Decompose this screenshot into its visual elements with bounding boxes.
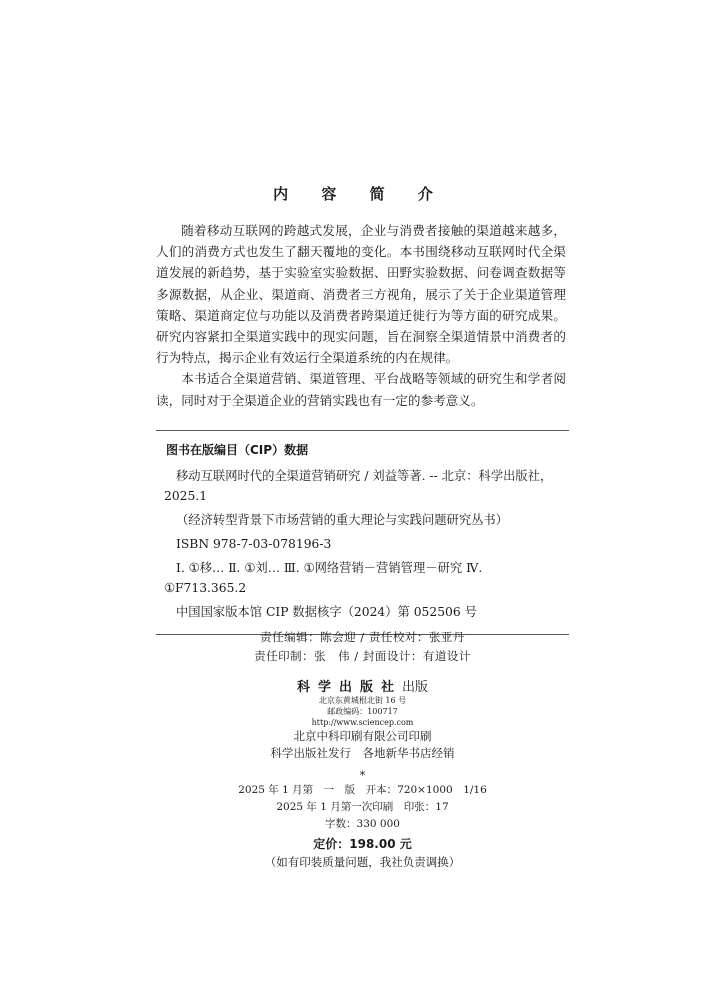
publisher-name: 科学出版社: [296, 680, 402, 695]
cip-subjects: Ⅰ. ①移… Ⅱ. ①刘… Ⅲ. ①网络营销－营销管理－研究 Ⅳ. ①F713.365.2: [164, 561, 483, 595]
publisher-suffix: 出版: [402, 680, 429, 695]
intro-paragraph-2: 本书适合全渠道营销、渠道管理、平台战略等领域的研究生和学者阅读，同时对于全渠道企业的营销实践也有一定的参考意义。: [156, 371, 566, 408]
page-title: 内 容 简 介: [273, 185, 447, 203]
printer: 北京中科印刷有限公司印刷: [293, 729, 432, 743]
quality-notice: （如有印装质量问题，我社负责调换）: [264, 855, 461, 869]
imprint-section: [156, 628, 569, 872]
cip-series: （经济转型背景下市场营销的重大理论与实践问题研究丛书）: [176, 513, 509, 527]
cip-heading: 图书在版编目（CIP）数据: [166, 443, 309, 457]
word-count: 字数：330 000: [325, 818, 400, 830]
staff-line-2: 责任印制：张 伟 / 封面设计：有道设计: [254, 649, 471, 663]
publisher-website: http://www.sciencep.com: [311, 718, 414, 727]
price: 定价：198.00 元: [313, 837, 412, 851]
printing-line: 2025 年 1 月第一次印刷 印张：17: [276, 801, 449, 813]
distribution: 科学出版社发行 各地新华书店经销: [270, 746, 455, 760]
publisher-address: 北京东黄城根北街 16 号: [318, 696, 407, 705]
cip-entry: 移动互联网时代的全渠道营销研究 / 刘益等著. -- 北京：科学出版社，2025.1: [164, 469, 553, 503]
cip-record: 中国国家版本馆 CIP 数据核字（2024）第 052506 号: [176, 605, 477, 619]
publisher-postcode: 邮政编码：100717: [327, 707, 398, 716]
separator-star: *: [359, 769, 366, 782]
edition-line: 2025 年 1 月第 一 版 开本：720×1000 1/16: [238, 784, 487, 796]
cip-body: [156, 458, 569, 634]
intro-paragraph-1: 随着移动互联网的跨越式发展，企业与消费者接触的渠道越来越多，人们的消费方式也发生了翻天覆地的变化。本书围绕移动互联网时代全渠道发展的新趋势，基于实验室实验数据、田野实验数据、问卷调查数据等多源数据，从企业、渠道商、消费者三方视角，展示了关于企业渠道管理策略、渠道商定位与功能以及消费者跨渠道迁徙行为等方面的研究成果。研究内容紧扣全渠道实践中的现实问题，旨在洞察全渠道情景中消费者的行为特点，揭示企业有效运行全渠道系统的内在规律。: [156, 223, 566, 366]
cip-isbn: ISBN 978-7-03-078196-3: [176, 537, 332, 551]
cip-block: [156, 430, 569, 635]
staff-line-1: 责任编辑：陈会迎 / 责任校对：张亚丹: [260, 630, 465, 644]
intro-section: [156, 220, 566, 411]
publisher: [156, 676, 569, 695]
